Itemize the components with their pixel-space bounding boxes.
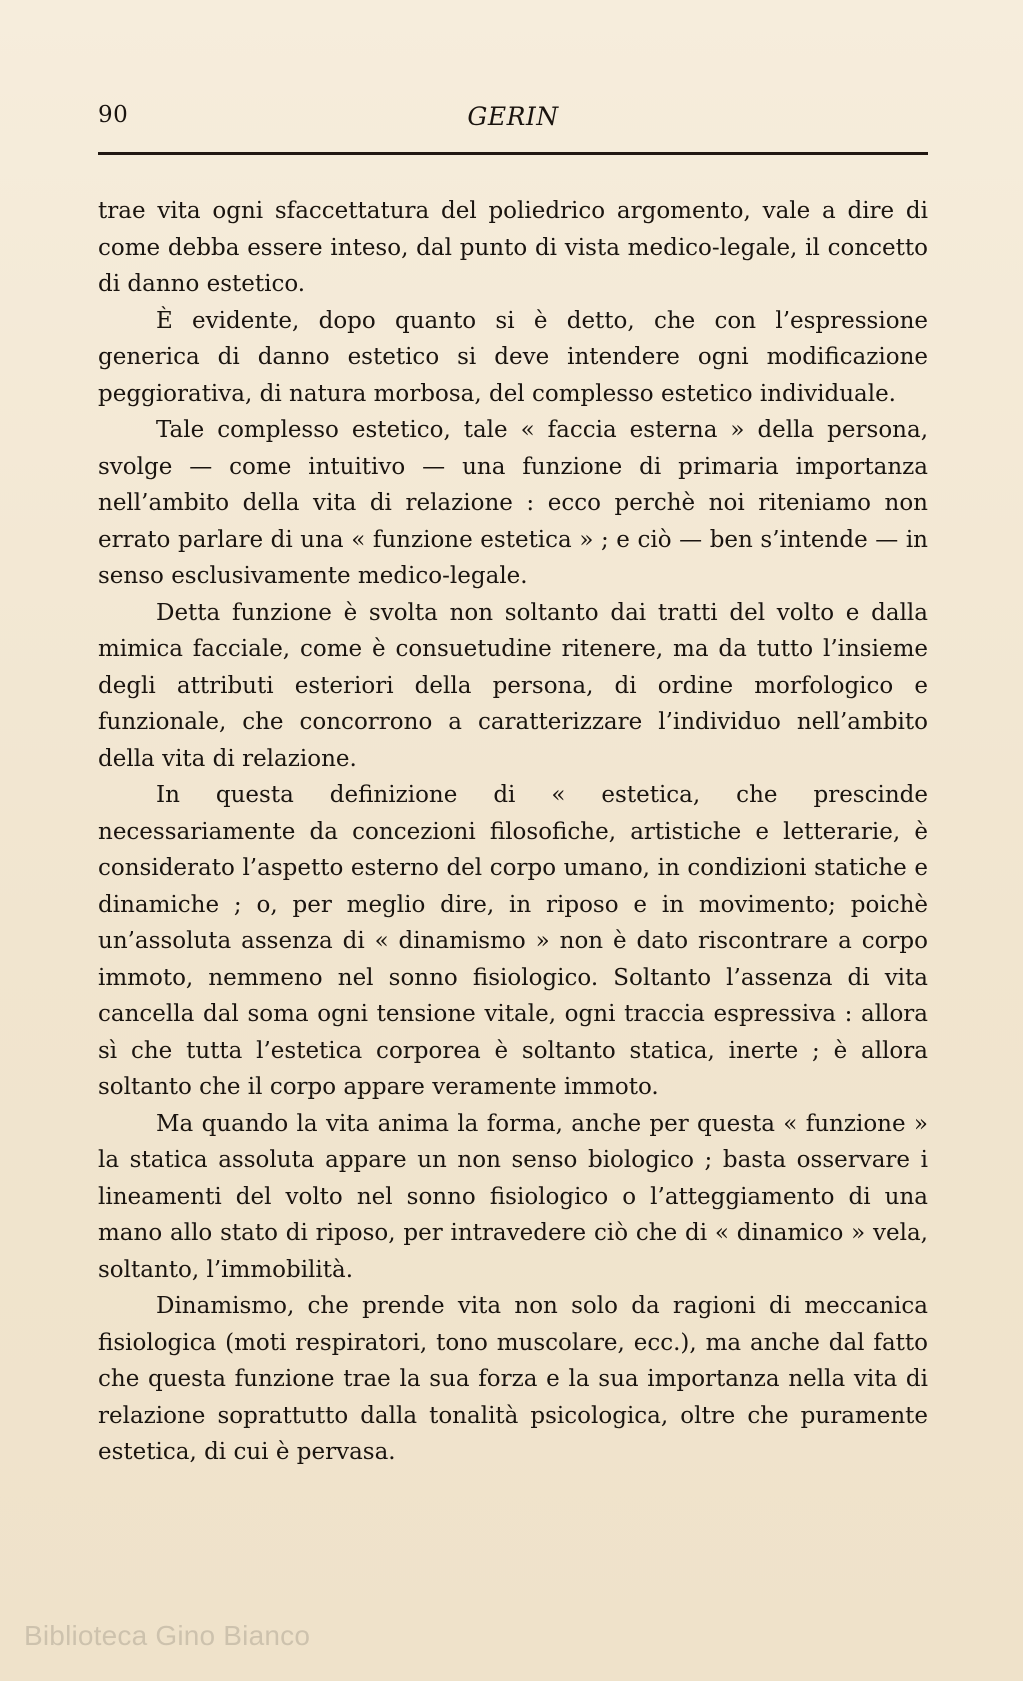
- paragraph-definition: In questa definizione di « estetica, che prescinde necessariamente da concezioni filosofiche, artistiche e letterarie, è considerato l’aspetto esterno del corpo umano, in condizioni statiche e dinamiche ; o, per meglio dire, in riposo e in movimento; poichè un’assoluta assenza di « dinamismo » non è dato riscontrare a corpo immoto, nemmeno nel sonno fisiologico. Soltanto l’assenza di vita cancella dal soma ogni tensione vitale, ogni traccia espressiva : allora sì che tutta l’estetica corporea è soltanto statica, inerte ; è allora soltanto che il corpo appare veramente immoto.: [98, 782, 928, 1100]
- paragraph-function: Detta funzione è svolta non soltanto dai tratti del volto e dalla mimica facciale, come è consuetudine ritenere, ma da tutto l’insieme degli attributi esteriori della persona, di ordine morfologico e funzionale, che concorrono a caratterizzare l’individuo nell’ambito della vita di relazione.: [98, 599, 928, 772]
- paragraph-life-form: Ma quando la vita anima la forma, anche per questa « funzione » la statica assoluta appare un non senso biologico ; basta osservare i lineamenti del volto nel sonno fisiologico o l’atteggiamento di una mano allo stato di riposo, per intravedere ciò che di « dinamico » vela, soltanto, l’immobilità.: [98, 1110, 928, 1283]
- running-title: GERIN: [467, 102, 559, 131]
- library-watermark: Biblioteca Gino Bianco: [24, 1620, 311, 1651]
- header-rule: [98, 152, 928, 155]
- paragraph-aesthetic-complex: Tale complesso estetico, tale « faccia esterna » della persona, svolge — come intuitivo — una funzione di primaria importanza nell’ambito della vita di relazione : ecco perchè noi riteniamo non errato parlare di una « funzione estetica » ; e ciò — ben s’intende — in senso esclusivamente medico-legale.: [98, 417, 928, 589]
- page-number: 90: [98, 102, 129, 128]
- body-text: [98, 193, 928, 1471]
- paragraph-evident: È evidente, dopo quanto si è detto, che con l’espressione generica di danno estetico si deve intendere ogni modificazione peggiorativa, di natura morbosa, del complesso estetico individuale.: [98, 307, 928, 407]
- paragraph-continuation: trae vita ogni sfaccettatura del poliedrico argomento, vale a dire di come debba essere inteso, dal punto di vista medico-legale, il concetto di danno estetico.: [98, 198, 928, 297]
- paragraph-dynamism: Dinamismo, che prende vita non solo da ragioni di meccanica fisiologica (moti respiratori, tono muscolare, ecc.), ma anche dal fatto che questa funzione trae la sua forza e la sua importanza nella vita di relazione soprattutto dalla tonalità psicologica, oltre che puramente estetica, di cui è pervasa.: [98, 1293, 928, 1465]
- page-header: [98, 102, 928, 146]
